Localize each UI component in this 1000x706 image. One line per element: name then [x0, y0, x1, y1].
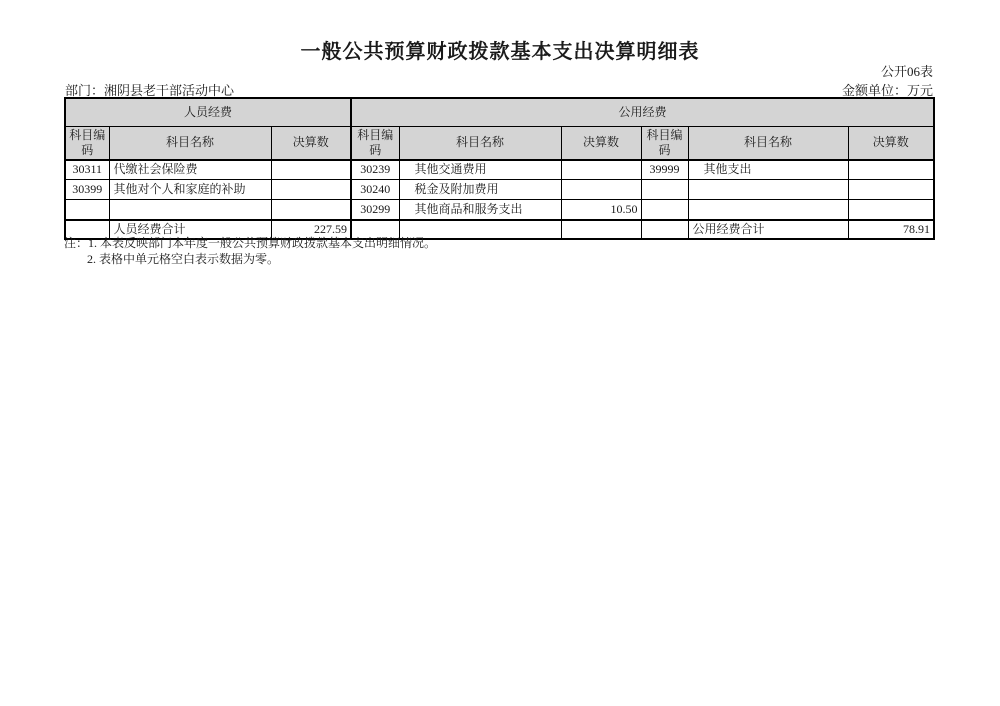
column-header-row [65, 126, 934, 160]
col-header-code: 科目编码 [65, 126, 109, 160]
subject-name-cell [688, 180, 848, 200]
subject-name-cell: 其他支出 [688, 160, 848, 180]
subject-name-cell: 其他对个人和家庭的补助 [109, 180, 271, 200]
subject-code-cell: 39999 [641, 160, 688, 180]
subject-name-cell: 其他商品和服务支出 [399, 200, 561, 220]
final-amount-cell [848, 180, 934, 200]
final-amount-cell: 10.50 [561, 200, 641, 220]
subject-code-cell: 30311 [65, 160, 109, 180]
budget-detail-table [64, 97, 935, 240]
department-label: 部门：湘阴县老干部活动中心 [65, 83, 235, 98]
subject-code-cell: 30299 [351, 200, 399, 220]
footnote-line: 注：1. 本表反映部门本年度一般公共预算财政拨款基本支出明细情况。 [64, 236, 437, 250]
table-code-label: 公开06表 [880, 64, 933, 79]
table-row [65, 160, 934, 180]
final-amount-cell [271, 200, 351, 220]
col-header-code: 科目编码 [351, 126, 399, 160]
group-header-row [65, 98, 934, 126]
subject-code-cell: 30240 [351, 180, 399, 200]
page-title: 一般公共预算财政拨款基本支出决算明细表 [300, 41, 700, 63]
final-amount-cell [561, 180, 641, 200]
empty-cell [561, 220, 641, 239]
personnel-total-label: 人员经费合计 [109, 220, 271, 239]
public-total-value: 78.91 [848, 220, 934, 239]
col-header-name: 科目名称 [109, 126, 271, 160]
group-header-personnel: 人员经费 [65, 98, 351, 126]
final-amount-cell [271, 180, 351, 200]
subject-name-cell [688, 200, 848, 220]
col-header-name: 科目名称 [688, 126, 848, 160]
subject-code-cell [641, 200, 688, 220]
table-row [65, 200, 934, 220]
final-amount-cell [271, 160, 351, 180]
subject-code-cell: 30399 [65, 180, 109, 200]
table-row [65, 180, 934, 200]
subject-name-cell: 税金及附加费用 [399, 180, 561, 200]
group-header-public: 公用经费 [351, 98, 934, 126]
col-header-code: 科目编码 [641, 126, 688, 160]
col-header-name: 科目名称 [399, 126, 561, 160]
col-header-value: 决算数 [848, 126, 934, 160]
footnotes [64, 235, 436, 267]
col-header-value: 决算数 [271, 126, 351, 160]
final-amount-cell [561, 160, 641, 180]
subject-name-cell [109, 200, 271, 220]
personnel-total-value: 227.59 [271, 220, 351, 239]
subject-code-cell [641, 180, 688, 200]
footnote-line: 2. 表格中单元格空白表示数据为零。 [87, 252, 280, 266]
final-amount-cell [848, 200, 934, 220]
empty-cell [641, 220, 688, 239]
subject-name-cell: 代缴社会保险费 [109, 160, 271, 180]
subject-name-cell: 其他交通费用 [399, 160, 561, 180]
amount-unit-label: 金额单位：万元 [841, 83, 933, 98]
subject-code-cell [65, 200, 109, 220]
subject-code-cell: 30239 [351, 160, 399, 180]
public-total-label: 公用经费合计 [688, 220, 848, 239]
col-header-value: 决算数 [561, 126, 641, 160]
final-amount-cell [848, 160, 934, 180]
